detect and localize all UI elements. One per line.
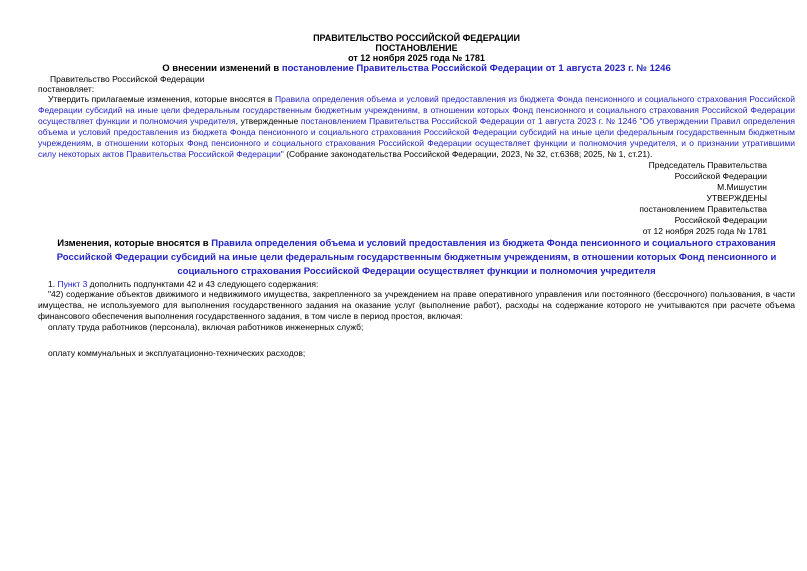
base-resolution-link[interactable]: постановлением Правительства Российской Федерации от 1 августа 2023 г. № 1246 "Об утверждении Правил определения объема и условий предоставления из бюджета Фонда пенсионного и социального страхования Российской Федерации субсидий на иные цели федеральным государственным бюджетным учреждениям, в отношении которых Фонд пенсионного и социального страхования Российской Федерации осуществляет функции и полномочия учредителя, и о признании утратившими силу некоторых актов Правительства Российской Федерации" <box>38 116 796 159</box>
resolution-paragraph <box>38 94 795 160</box>
expense-line-utilities: оплату коммунальных и эксплуатационно-технических расходов; <box>48 348 306 358</box>
resolution-text-2: , утвержденные <box>235 116 301 126</box>
subparagraph-42: "42) содержание объектов движимого и недвижимого имущества, закрепленного за учреждением на праве оперативного управления или постоянного (бессрочного) пользования, в части имущества, не используемого для выполнения государственного задания на оказание услуг (выполнение работ), расходы на содержание которого не учитываются при расчете объема финансового обеспечения выполнения государственного задания, в том числе в период простоя, включая: <box>38 289 795 321</box>
annex-heading-link[interactable]: Правила определения объема и условий предоставления из бюджета Фонда пенсионного и социального страхования Российской Федерации субсидий на иные цели федеральным государственным бюджетным учреждениям, в отношении которых Фонд пенсионного и социального страхования Российской Федерации осуществляет функции и полномочия учредителя <box>56 238 777 277</box>
resolves-line: постановляет: <box>38 84 95 94</box>
item-1-number: 1. <box>48 279 58 289</box>
approved-block <box>38 193 795 237</box>
doc-header <box>38 33 795 74</box>
amendment-item-1 <box>38 279 795 289</box>
subject-link[interactable]: постановление Правительства Российской Федерации от 1 августа 2023 г. № 1246 <box>281 63 671 74</box>
doc-type-title: ПОСТАНОВЛЕНИЕ <box>375 43 458 53</box>
signatory-name: М.Мишустин <box>717 182 767 192</box>
doc-date-number: от 12 ноября 2025 года № 1781 <box>348 53 485 63</box>
annex-heading <box>38 237 795 279</box>
annex-heading-prefix: Изменения, которые вносятся в <box>57 238 212 249</box>
expense-line-labor: оплату труда работников (персонала), включая работников инженерных служб; <box>48 322 364 332</box>
subject-prefix: О внесении изменений в <box>162 63 282 74</box>
signature-block <box>38 160 795 193</box>
rules-link[interactable]: Правила определения объема и условий предоставления из бюджета Фонда пенсионного и социального страхования Российской Федерации субсидий на иные цели федеральным государственным бюджетным учреждениям, в отношении которых Фонд пенсионного и социального страхования Российской Федерации осуществляет функции и полномочия учредителя <box>38 94 795 126</box>
subject-line <box>38 63 795 74</box>
approved-line-3: Российской Федерации <box>674 215 767 225</box>
signature-role-line-1: Председатель Правительства <box>648 160 767 170</box>
resolution-text-3: (Собрание законодательства Российской Федерации, 2023, № 32, ст.6368; 2025, № 1, ст.21). <box>283 149 653 159</box>
resolution-text-1: Утвердить прилагаемые изменения, которые вносятся в <box>48 94 276 104</box>
approved-date-number: от 12 ноября 2025 года № 1781 <box>642 226 767 236</box>
approved-line-2: постановлением Правительства <box>639 204 767 214</box>
signature-role-line-2: Российской Федерации <box>674 171 767 181</box>
preamble-opening: Правительство Российской Федерации <box>50 74 205 84</box>
approved-title: УТВЕРЖДЕНЫ <box>706 193 767 203</box>
point-3-link[interactable]: Пункт 3 <box>57 279 88 289</box>
item-1-text: дополнить подпунктами 42 и 43 следующего содержания: <box>87 279 319 289</box>
org-title: ПРАВИТЕЛЬСТВО РОССИЙСКОЙ ФЕДЕРАЦИИ <box>313 33 520 43</box>
